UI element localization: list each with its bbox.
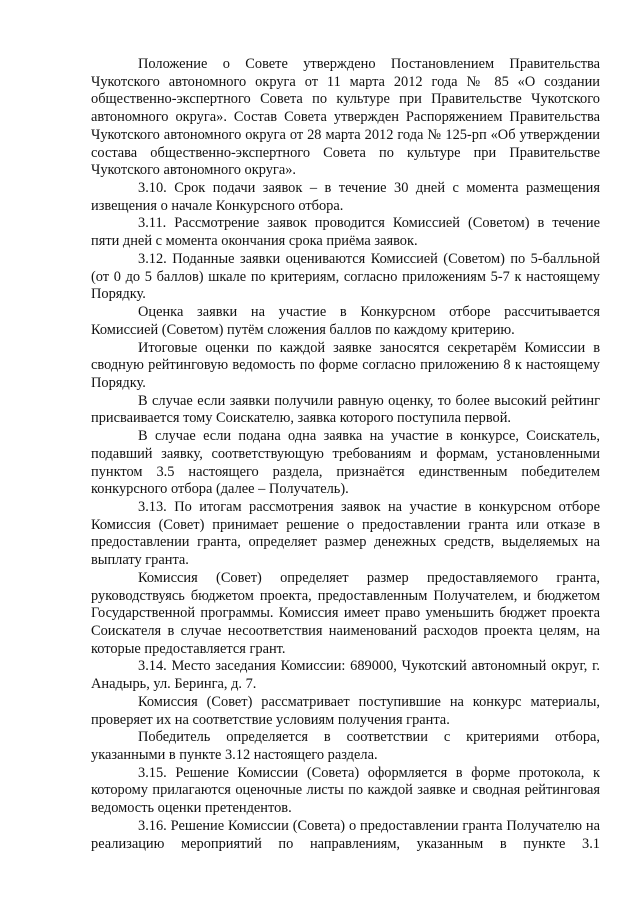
paragraph-council-regulation: Положение о Совете утверждено Постановлением Правительства Чукотского автономного округа от 11 марта 2012 года № 85 «О создании общественно-экспертного Совета по культуре при Правительстве Чукотского автономного округа». Состав Совета утвержден Распоряжением Правительства Чукотского автономного округа от 28 марта 2012 года № 125-рп «Об утверждении состава общественно-экспертного Совета по культуре при Правительстве Чукотского автономного округа». (91, 56, 600, 179)
paragraph-3-14-meeting-place: 3.14. Место заседания Комиссии: 689000, Чукотский автономный округ, г. Анадырь, ул. Беринга, д. 7. (91, 658, 600, 693)
paragraph-winner-criteria: Победитель определяется в соответствии с критериями отбора, указанными в пункте 3.12 настоящего раздела. (91, 729, 600, 764)
paragraph-3-11-review-period: 3.11. Рассмотрение заявок проводится Комиссией (Советом) в течение пяти дней с момента окончания срока приёма заявок. (91, 215, 600, 250)
paragraph-3-16-grant-decision: 3.16. Решение Комиссии (Совета) о предоставлении гранта Получателю на реализацию мероприятий по направлениям, указанным в пункте 3.1 (91, 817, 600, 852)
document-body (91, 56, 600, 853)
paragraph-grant-amount: Комиссия (Совет) определяет размер предоставляемого гранта, руководствуясь бюджетом проекта, предоставленным Получателем, и бюджетом Государственной программы. Комиссия имеет право уменьшить бюджет проекта Соискателя в случае несоответствия наименований расходов проекта целям, на которые предоставляется грант. (91, 569, 600, 657)
paragraph-materials-review: Комиссия (Совет) рассматривает поступившие на конкурс материалы, проверяет их на соответствие условиям получения гранта. (91, 693, 600, 728)
paragraph-3-13-decision: 3.13. По итогам рассмотрения заявок на участие в конкурсном отборе Комиссия (Совет) принимает решение о предоставлении гранта или отказе в предоставлении гранта, определяет размер денежных средств, выделяемых на выплату гранта. (91, 498, 600, 569)
paragraph-equal-score: В случае если заявки получили равную оценку, то более высокий рейтинг присваивается тому Соискателю, заявка которого поступила первой. (91, 392, 600, 427)
paragraph-3-12-scoring: 3.12. Поданные заявки оцениваются Комиссией (Советом) по 5-балльной (от 0 до 5 баллов) шкале по критериям, согласно приложениям 5-7 к настоящему Порядку. (91, 250, 600, 303)
paragraph-3-10-application-deadline: 3.10. Срок подачи заявок – в течение 30 дней с момента размещения извещения о начале Конкурсного отбора. (91, 180, 600, 214)
paragraph-rating-sheet: Итоговые оценки по каждой заявке заносятся секретарём Комиссии в сводную рейтинговую ведомость по форме согласно приложению 8 к настоящему Порядку. (91, 339, 600, 391)
paragraph-single-application: В случае если подана одна заявка на участие в конкурсе, Соискатель, подавший заявку, соответствующую требованиям и формам, установленными пунктом 3.5 настоящего раздела, признаётся единственным победителем конкурсного отбора (далее – Получатель). (91, 428, 600, 498)
paragraph-score-calculation: Оценка заявки на участие в Конкурсном отборе рассчитывается Комиссией (Советом) путём сложения баллов по каждому критерию. (91, 304, 600, 338)
paragraph-3-15-protocol: 3.15. Решение Комиссии (Совета) оформляется в форме протокола, к которому прилагаются оценочные листы по каждой заявке и сводная рейтинговая ведомость оценки претендентов. (91, 764, 600, 817)
